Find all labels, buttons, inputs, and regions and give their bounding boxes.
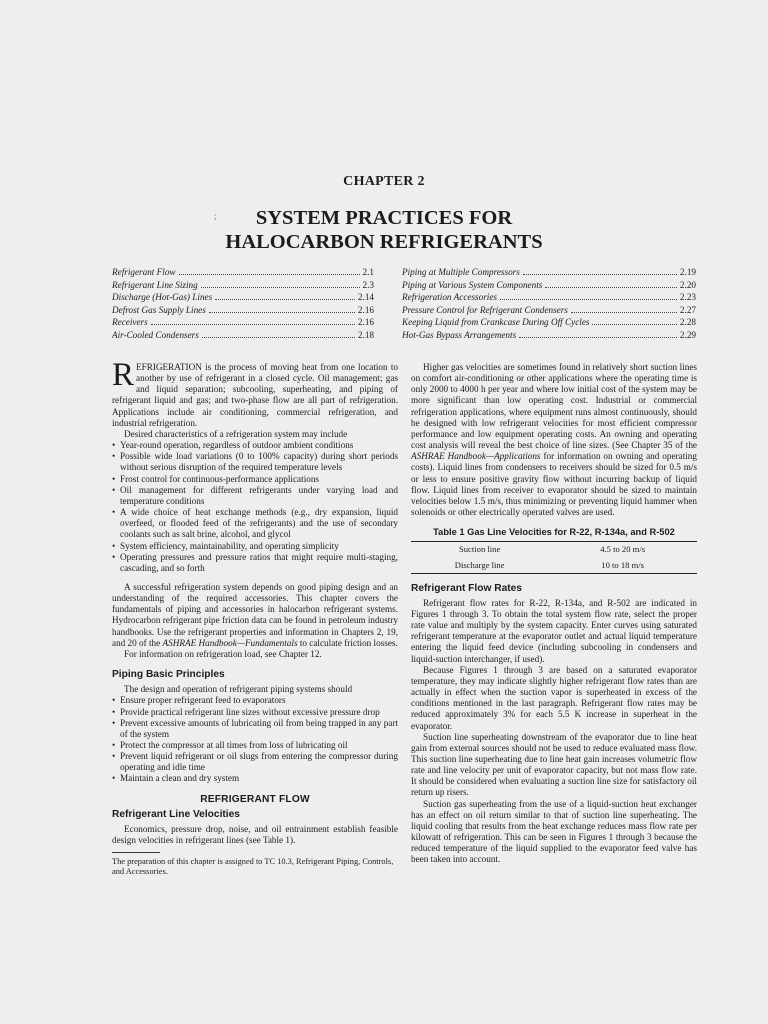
table-cell-line: Suction line — [411, 542, 548, 558]
toc-entry-title: Receivers — [112, 317, 148, 328]
bullet-item: • Protect the compressor at all times from loss of lubricating oil — [112, 740, 398, 751]
flow-rates-paragraph-3: Suction line superheating downstream of the evaporator due to line heat gain from external sources should not be used to reduce evaluated mass flow. This suction line superheating due to line heat gain increases volumetric flow rate and line velocity per unit of evaporator capacity, but not mass flow rate. It should be considered when evaluating a suction line size for satisfactory oil return up risers. — [411, 731, 697, 798]
toc-entry[interactable] — [112, 291, 374, 304]
toc-entry-page: 2.19 — [679, 267, 696, 277]
major-heading-refrigerant-flow: REFRIGERANT FLOW — [200, 793, 310, 805]
piping-principles-list — [112, 695, 398, 784]
toc-entry-title: Air-Cooled Condensers — [112, 329, 199, 340]
table-cell-velocity: 10 to 18 m/s — [548, 558, 697, 574]
toc-entry[interactable] — [112, 304, 374, 317]
flow-rates-paragraph-1: Refrigerant flow rates for R-22, R-134a, and R-502 are indicated in Figures 1 through 3. To obtain the total system flow rate, select the proper rate value and multiply by the system capacity. Enter curves using saturated refrigerant temperature at the evaporator outlet and actual liquid temperature entering the liquid feed device (including subcooling in condensers and liquid-suction interchanger, if used). — [411, 597, 697, 664]
toc-entry-title: Defrost Gas Supply Lines — [112, 304, 206, 315]
table-of-contents-right — [402, 266, 696, 342]
chapter-title-line-1: SYSTEM PRACTICES FOR — [255, 207, 513, 229]
scan-mark: ; — [214, 211, 217, 221]
toc-entry-title: Refrigeration Accessories — [402, 292, 498, 303]
toc-entry[interactable] — [112, 316, 374, 329]
toc-entry[interactable] — [402, 329, 696, 342]
toc-entry[interactable] — [402, 279, 696, 292]
toc-entry[interactable] — [402, 291, 696, 304]
toc-leader-dots — [545, 279, 677, 288]
bullet-item: • Operating pressures and pressure ratios that might require multi-staging, cascading, and so forth — [112, 552, 398, 574]
bullet-item: • Frost control for continuous-performance applications — [112, 474, 398, 485]
toc-entry[interactable] — [112, 329, 374, 342]
desired-intro: Desired characteristics of a refrigeration system may include — [124, 428, 348, 439]
table-row — [411, 558, 697, 574]
success-text-post: to calculate friction losses. — [297, 637, 398, 648]
bullet-item: • Oil management for different refrigerants under varying load and temperature conditions — [112, 485, 398, 507]
desired-characteristics-list — [112, 440, 398, 574]
flow-rates-paragraph-2: Because Figures 1 through 3 are based on a saturated evaporator temperature, they may indicate slightly higher refrigerant flow rates than are actually in effect when the suction vapor is superheated in excess of the conditions mentioned in the last paragraph. Refrigerant flow rates may be reduced approximately 3% for each 5.5 K increase in superheat in the evaporator. — [411, 664, 697, 731]
toc-entry-page: 2.3 — [362, 279, 374, 290]
toc-entry[interactable] — [112, 266, 374, 279]
para1-ref: ASHRAE Handbook—Applications — [411, 451, 541, 462]
toc-entry[interactable] — [402, 316, 696, 329]
success-paragraph — [112, 582, 398, 649]
success-text-ref: ASHRAE Handbook—Fundamentals — [162, 637, 298, 648]
flow-rates-paragraph-4: Suction gas superheating from the use of a liquid-suction heat exchanger has an effect on oil return similar to that of suction line superheating. The liquid cooling that results from the heat exchange reduces mass flow rate per kilowatt of refrigeration. This can be seen in Figures 1 through 3 because the reduced temperature of the liquid supplied to the evaporator feed valve has been taken into account. — [411, 798, 697, 865]
toc-leader-dots — [201, 279, 360, 288]
toc-entry-page: 2.18 — [357, 329, 374, 340]
toc-entry-page: 2.14 — [357, 292, 374, 303]
table-row — [411, 542, 697, 558]
intro-text: EFRIGERATION is the process of moving heat from one location to another by use of refrigerant in a closed cycle. Oil management; gas and liquid separation; subcooling, superheating, and piping of refrigerant liquid and gas; and two-phase flow are all part of refrigeration. Applications include air conditioning, commercial refrigeration, and industrial refrigeration. — [112, 362, 398, 428]
bullet-item: • Prevent liquid refrigerant or oil slugs from entering the compressor during operating and idle time — [112, 751, 398, 773]
para1-post: for information on owning and operating costs). Liquid lines from condensers to receivers should be sized for 0.5 m/s or less to ensure positive gravity flow without incurring backup of liquid flow. Liquid lines from receiver to evaporator should be sized to maintain velocities below 1.5 m/s, thus minimizing or preventing liquid hammer when solenoids or other electrically operated valves are used. — [411, 451, 697, 518]
bullet-item: • Ensure proper refrigerant feed to evaporators — [112, 695, 398, 706]
toc-entry-page: 2.23 — [679, 292, 696, 303]
section-heading-line-velocities: Refrigerant Line Velocities — [112, 808, 240, 820]
section-heading-piping-basic-principles: Piping Basic Principles — [112, 669, 225, 681]
table-cell-velocity: 4.5 to 20 m/s — [548, 542, 697, 558]
toc-leader-dots — [202, 329, 355, 338]
toc-entry-title: Refrigerant Flow — [112, 267, 176, 277]
toc-entry-page: 2.20 — [679, 279, 696, 290]
toc-entry-title: Piping at Various System Components — [402, 279, 543, 290]
table-caption: Table 1 Gas Line Velocities for R-22, R-134a, and R-502 — [433, 527, 675, 538]
footnote: The preparation of this chapter is assigned to TC 10.3, Refrigerant Piping, Controls, and Accessories. — [112, 857, 394, 877]
drop-cap: R — [112, 357, 135, 393]
velocities-paragraph: Economics, pressure drop, noise, and oil entrainment establish feasible design velocities in refrigerant lines (see Table 1). — [112, 823, 398, 846]
bullet-item: • Provide practical refrigerant line sizes without excessive pressure drop — [112, 707, 398, 718]
toc-leader-dots — [592, 316, 676, 325]
chapter-title-line-2: HALOCARBON REFRIGERANTS — [225, 231, 543, 253]
success-text-pre: A successful refrigeration system depends on good piping design and an understanding of the required accessories. This chapter covers the fundamentals of piping and accessories in halocarbon refrigerant systems. Hydrocarbon refrigerant pipe friction data can be found in petroleum industry handbooks. Use the refrigerant properties and information in Chapters 2, 19, and 20 of the — [112, 581, 398, 648]
info-paragraph: For information on refrigeration load, see Chapter 12. — [124, 648, 322, 659]
piping-intro: The design and operation of refrigerant piping systems should — [124, 684, 353, 695]
table-of-contents-left — [112, 266, 374, 342]
chapter-title — [0, 206, 768, 254]
footnote-divider — [112, 852, 160, 853]
toc-entry-title: Piping at Multiple Compressors — [402, 267, 520, 277]
toc-entry-page: 2.27 — [679, 304, 696, 315]
intro-paragraph — [112, 357, 398, 429]
toc-entry-page: 2.1 — [362, 267, 374, 277]
toc-leader-dots — [571, 304, 677, 313]
toc-leader-dots — [519, 329, 677, 338]
toc-entry[interactable] — [402, 304, 696, 317]
para1-pre: Higher gas velocities are sometimes found in relatively short suction lines on comfort air-conditioning or other applications where the operating time is only 2000 to 4000 h per year and where low initial cost of the system may be more significant than low operating cost. Industrial or commercial refrigeration applications, where equipment runs almost continuously, should be designed with low refrigerant velocities for most efficient compressor performance and low equipment operating costs. An owning and operating cost analysis will reveal the best choice of line sizes. (See Chapter 35 of the — [411, 362, 697, 451]
toc-entry[interactable] — [112, 279, 374, 292]
toc-leader-dots — [179, 266, 360, 275]
toc-entry[interactable] — [402, 266, 696, 279]
bullet-item: • Maintain a clean and dry system — [112, 773, 398, 784]
left-column — [112, 357, 398, 877]
toc-entry-title: Discharge (Hot-Gas) Lines — [112, 292, 213, 303]
bullet-item: • Prevent excessive amounts of lubricating oil from being trapped in any part of the system — [112, 718, 398, 740]
bullet-item: • System efficiency, maintainability, and operating simplicity — [112, 541, 398, 552]
velocities-continued-paragraph — [411, 362, 697, 518]
toc-entry-page: 2.28 — [679, 317, 696, 328]
toc-leader-dots — [523, 266, 677, 275]
toc-entry-title: Hot-Gas Bypass Arrangements — [402, 329, 517, 340]
bullet-item: • A wide choice of heat exchange methods (e.g., dry expansion, liquid overfeed, or flooded feed of the refrigerants) and the use of secondary coolants such as salt brine, alcohol, and glycol — [112, 507, 398, 540]
toc-entry-title: Keeping Liquid from Crankcase During Off Cycles — [402, 317, 590, 328]
gas-line-velocity-table — [411, 541, 697, 573]
toc-entry-page: 2.16 — [357, 304, 374, 315]
toc-leader-dots — [209, 304, 355, 313]
toc-leader-dots — [500, 291, 677, 300]
toc-leader-dots — [215, 291, 355, 300]
toc-entry-page: 2.29 — [679, 329, 696, 340]
chapter-label: CHAPTER 2 — [343, 174, 425, 189]
table-cell-line: Discharge line — [411, 558, 548, 574]
section-heading-flow-rates: Refrigerant Flow Rates — [411, 582, 522, 594]
toc-entry-title: Refrigerant Line Sizing — [112, 279, 198, 290]
right-column — [411, 362, 697, 866]
toc-leader-dots — [151, 316, 355, 325]
toc-entry-title: Pressure Control for Refrigerant Condensers — [402, 304, 568, 315]
bullet-item: • Possible wide load variations (0 to 100% capacity) during short periods without serious disruption of the required temperature levels — [112, 451, 398, 473]
bullet-item: • Year-round operation, regardless of outdoor ambient conditions — [112, 440, 398, 451]
toc-entry-page: 2.16 — [357, 317, 374, 328]
